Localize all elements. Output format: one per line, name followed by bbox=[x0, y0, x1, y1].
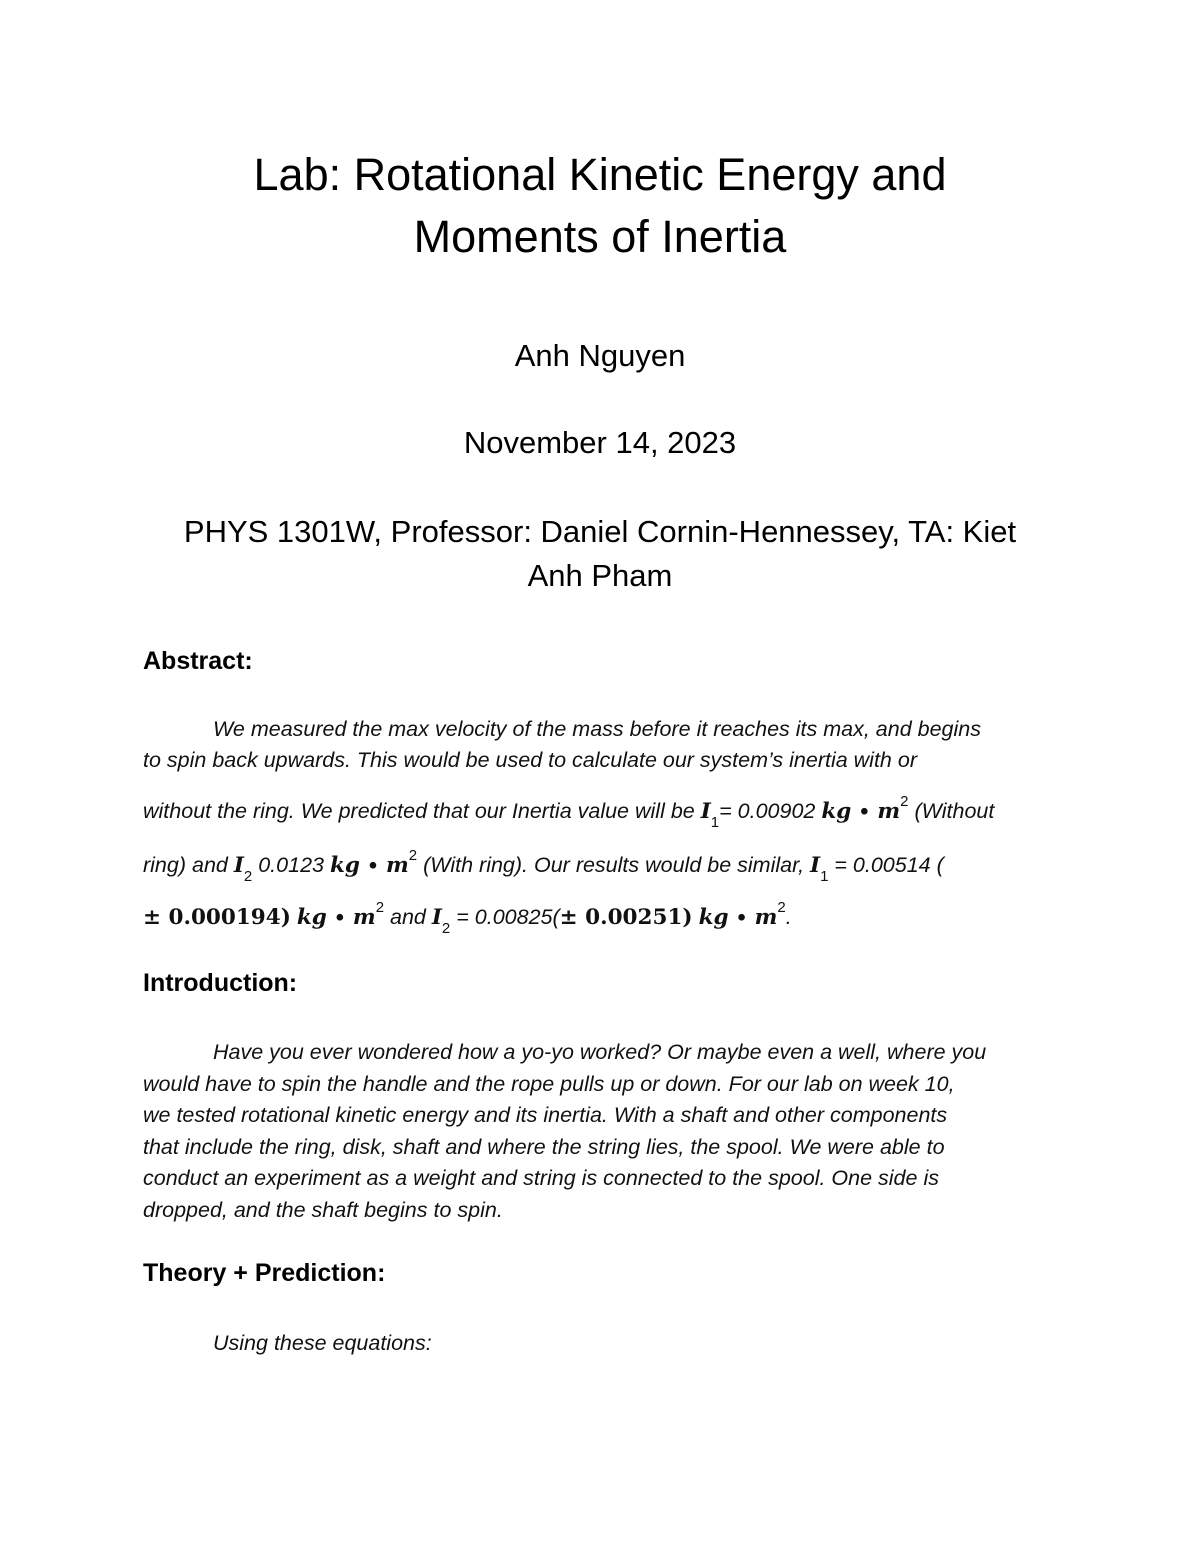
course-line-2: Anh Pham bbox=[527, 558, 673, 593]
title-line-2: Moments of Inertia bbox=[413, 211, 787, 262]
intro-line-2: would have to spin the handle and the rope pulls up or down. For our lab on week 10, bbox=[143, 1071, 955, 1096]
intro-line-1: Have you ever wondered how a yo-yo worked? Or maybe even a well, where you bbox=[213, 1040, 987, 1064]
abstract-heading: Abstract: bbox=[143, 647, 253, 675]
document-title bbox=[100, 144, 1100, 268]
course-line-1: PHYS 1301W, Professor: Daniel Cornin-Hennessey, TA: Kiet bbox=[183, 514, 1017, 549]
abstract-line-3: without the ring. We predicted that our Inertia value will be $I_1= 0.00902$ kg ∙ $m^2$ (Without bbox=[143, 793, 995, 831]
intro-line-4: that include the ring, disk, shaft and where the string lies, the spool. We were able to bbox=[143, 1134, 945, 1159]
theory-paragraph bbox=[143, 1328, 1073, 1359]
theory-heading: Theory + Prediction: bbox=[143, 1259, 386, 1287]
course-info bbox=[100, 510, 1100, 598]
report-date: November 14, 2023 bbox=[463, 425, 737, 460]
introduction-heading: Introduction: bbox=[143, 969, 298, 997]
theory-line-1: Using these equations: bbox=[213, 1331, 432, 1355]
intro-line-6: dropped, and the shaft begins to spin. bbox=[143, 1197, 503, 1222]
abstract-line-5: ± 0.000194) kg ∙ $m^2$ and $I_2 = 0.00825(\pm 0.00251)$ kg ∙ $m^2$. bbox=[143, 899, 792, 937]
abstract-paragraph bbox=[143, 714, 1073, 944]
introduction-paragraph bbox=[143, 1037, 1073, 1226]
intro-line-5: conduct an experiment as a weight and string is connected to the spool. One side is bbox=[143, 1166, 939, 1190]
intro-line-3: we tested rotational kinetic energy and its inertia. With a shaft and other components bbox=[143, 1103, 948, 1127]
abstract-line-4: ring) and $I_2$ 0.0123 kg ∙ $m^2$ (With ring). Our results would be similar, $I_1 = 0.00514$ ( bbox=[143, 847, 944, 885]
title-line-1: Lab: Rotational Kinetic Energy and bbox=[253, 149, 947, 200]
abstract-line-2: to spin back upwards. This would be used to calculate our system’s inertia with or bbox=[143, 748, 917, 772]
abstract-line-1: We measured the max velocity of the mass before it reaches its max, and begins bbox=[213, 717, 981, 741]
author-name: Anh Nguyen bbox=[514, 338, 686, 373]
